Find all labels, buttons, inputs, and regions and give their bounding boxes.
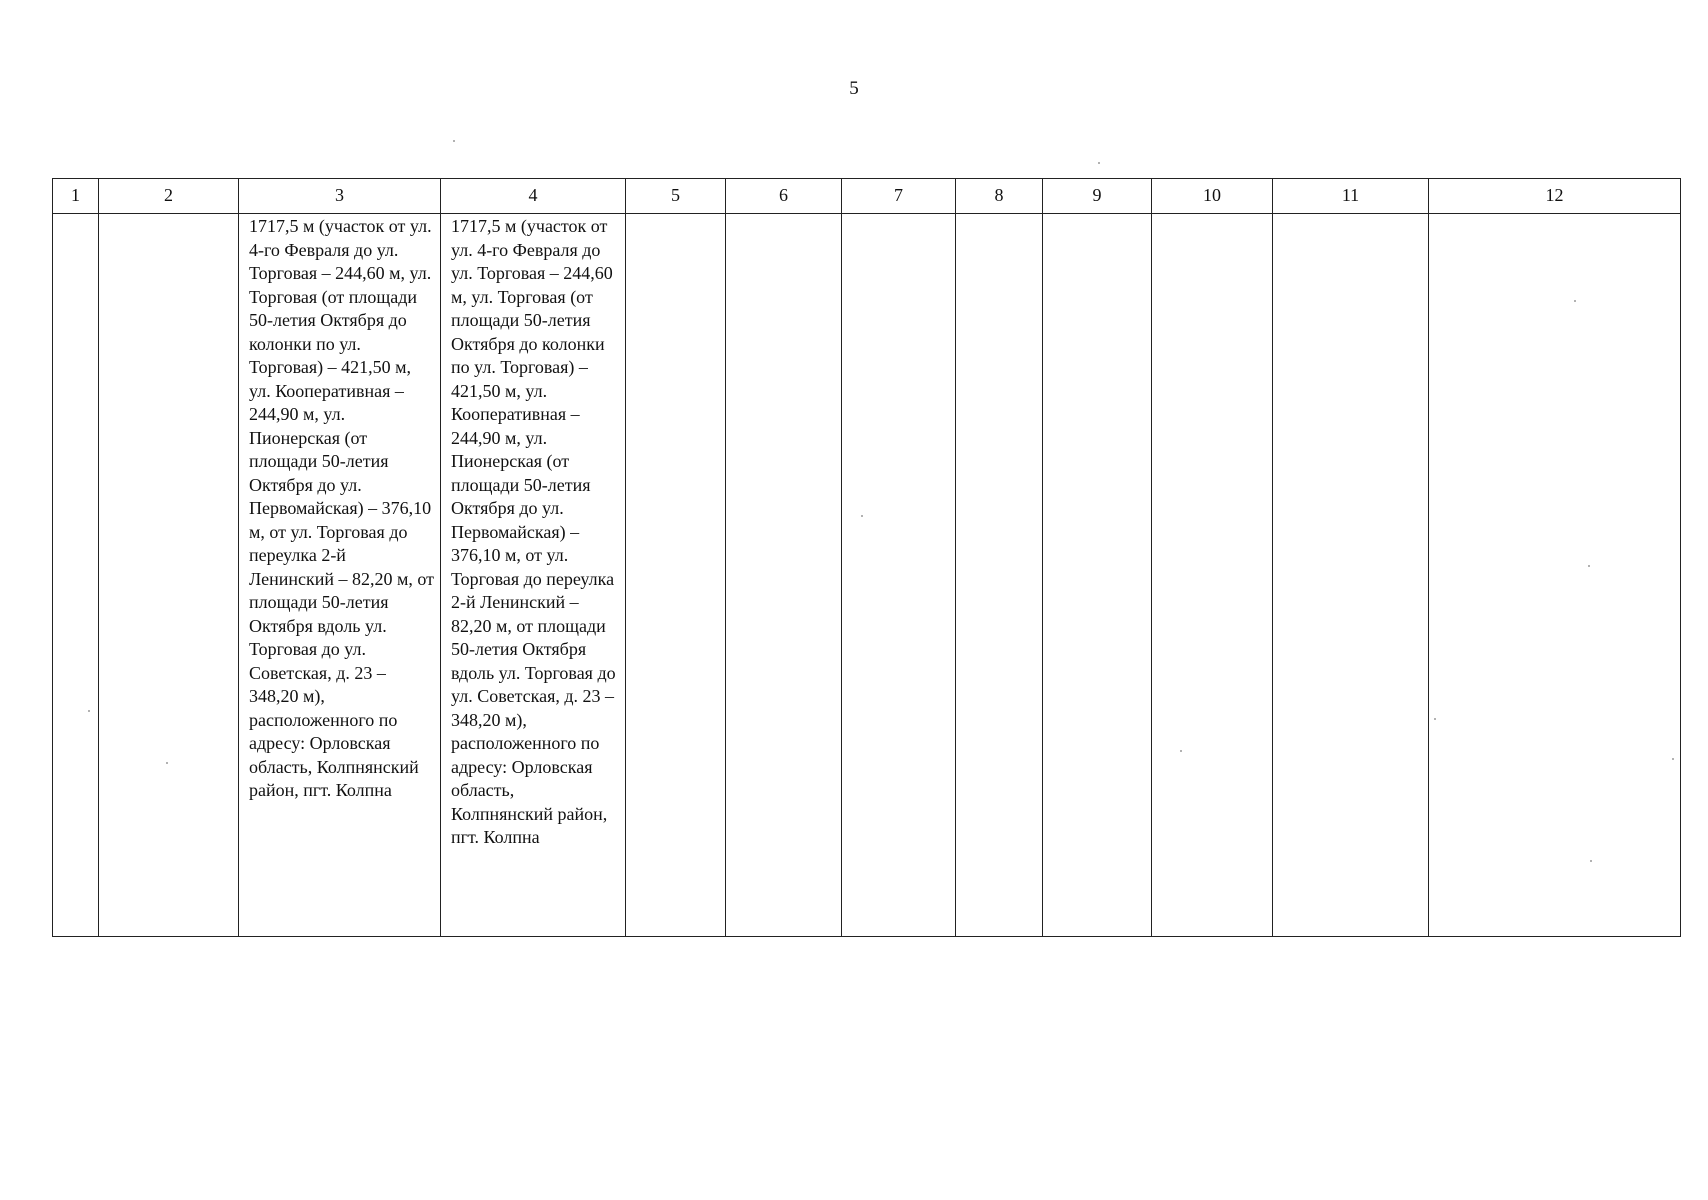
table-cell bbox=[842, 214, 956, 937]
scan-speck bbox=[1098, 162, 1100, 164]
table-cell bbox=[1429, 214, 1681, 937]
table-row bbox=[53, 214, 1681, 937]
table-header-row bbox=[53, 179, 1681, 214]
column-header: 7 bbox=[842, 179, 956, 214]
table-cell bbox=[956, 214, 1043, 937]
page-number: 5 bbox=[849, 78, 859, 99]
table-cell bbox=[626, 214, 726, 937]
object-description-cell: 1717,5 м (участок от ул. 4-го Февраля до ул. Торговая – 244,60 м, ул. Торговая (от площади 50-летия Октября до колонки по ул. Торговая) – 421,50 м, ул. Кооперативная – 244,90 м, ул. Пионерская (от площади 50-летия Октября до ул. Первомайская) – 376,10 м, от ул. Торговая до переулка 2-й Ленинский – 82,20 м, от площади 50-летия Октября вдоль ул. Торговая до ул. Советская, д. 23 – 348,20 м), расположенного по адресу: Орловская область, Колпнянский район, пгт. Колпна bbox=[451, 216, 616, 847]
table-cell bbox=[1043, 214, 1152, 937]
column-header: 5 bbox=[626, 179, 726, 214]
table-cell bbox=[1152, 214, 1273, 937]
column-header: 2 bbox=[99, 179, 239, 214]
table-cell bbox=[726, 214, 842, 937]
column-header: 12 bbox=[1429, 179, 1681, 214]
table-cell bbox=[53, 214, 99, 937]
register-table bbox=[52, 178, 1681, 937]
table-cell bbox=[239, 214, 441, 937]
column-header: 9 bbox=[1043, 179, 1152, 214]
object-description-cell: 1717,5 м (участок от ул. 4-го Февраля до ул. Торговая – 244,60 м, ул. Торговая (от площади 50-летия Октября до колонки по ул. Торговая) – 421,50 м, ул. Кооперативная – 244,90 м, ул. Пионерская (от площади 50-летия Октября до ул. Первомайская) – 376,10 м, от ул. Торговая до переулка 2-й Ленинский – 82,20 м, от площади 50-летия Октября вдоль ул. Торговая до ул. Советская, д. 23 – 348,20 м), расположенного по адресу: Орловская область, Колпнянский район, пгт. Колпна bbox=[249, 216, 434, 800]
column-header: 10 bbox=[1152, 179, 1273, 214]
table-cell bbox=[99, 214, 239, 937]
column-header: 3 bbox=[239, 179, 441, 214]
table-cell bbox=[1273, 214, 1429, 937]
scan-speck bbox=[453, 140, 455, 142]
column-header: 1 bbox=[53, 179, 99, 214]
column-header: 6 bbox=[726, 179, 842, 214]
column-header: 4 bbox=[441, 179, 626, 214]
column-header: 11 bbox=[1273, 179, 1429, 214]
column-header: 8 bbox=[956, 179, 1043, 214]
table-cell bbox=[441, 214, 626, 937]
